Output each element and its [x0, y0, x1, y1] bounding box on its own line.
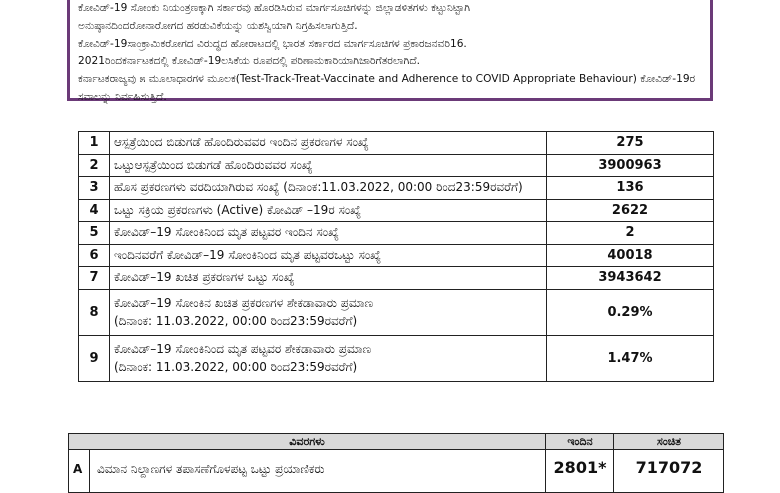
row-description: ಒಟ್ಟುಆಸ್ಪತ್ರೆಯಿಂದ ಬಿಡುಗಡೆ ಹೊಂದಿರುವವರ ಸಂಖ್ಯೆ — [110, 154, 547, 177]
table-header — [69, 434, 723, 450]
row-value: 275 — [547, 132, 714, 155]
row-number: 8 — [79, 289, 110, 335]
row-description: ಕೋವಿಡ್–19 ಸೋಂಕಿನಿಂದ ಮೃತ ಪಟ್ಟವರ ಇಂದಿನ ಸಂಖ್ಯೆ — [110, 222, 547, 245]
row-value: 2622 — [547, 199, 714, 222]
row-description: ಆಸ್ಪತ್ರೆಯಿಂದ ಬಿಡುಗಡೆ ಹೊಂದಿರುವವರ ಇಂದಿನ ಪ್ರಕರಣಗಳ ಸಂಖ್ಯೆ — [110, 132, 547, 155]
row-label: ವಿಮಾನ ನಿಲ್ದಾಣಗಳ ತಪಾಸಣೆಗೊಳಪಟ್ಟ ಒಟ್ಟು ಪ್ರಯಾಣಿಕರು — [97, 462, 325, 476]
airport-screening-table — [68, 433, 724, 493]
header-today: ಇಂದಿನ — [567, 435, 593, 448]
row-number: 2 — [79, 154, 110, 177]
row-date-range: (ದಿನಾಂಕ: 11.03.2022, 00:00 ರಿಂದ23:59ರವರೆಗೆ) — [114, 313, 358, 328]
row-number: 5 — [79, 222, 110, 245]
row-value: 2 — [547, 222, 714, 245]
row-value: 3943642 — [547, 267, 714, 290]
table-row — [79, 335, 714, 381]
row-cumulative-value: 717072 — [635, 458, 703, 477]
row-number: 1 — [79, 132, 110, 155]
row-value: 0.29% — [547, 289, 714, 335]
row-number: 4 — [79, 199, 110, 222]
row-number: 7 — [79, 267, 110, 290]
header-details: ವಿವರಗಳು — [289, 435, 325, 448]
row-date-range: (ದಿನಾಂಕ: 11.03.2022, 00:00 ರಿಂದ23:59ರವರೆಗೆ) — [114, 359, 358, 374]
row-description-cell — [110, 289, 547, 335]
row-number: 3 — [79, 177, 110, 200]
row-description: ಕೋವಿಡ್–19 ಖಚಿತ ಪ್ರಕರಣಗಳ ಒಟ್ಟು ಸಂಖ್ಯೆ — [110, 267, 547, 290]
row-value: 3900963 — [547, 154, 714, 177]
row-description: ಹೊಸ ಪ್ರಕರಣಗಳು ವರದಿಯಾಗಿರುವ ಸಂಖ್ಯೆ (ದಿನಾಂಕ:11.03.2022, 00:00 ರಿಂದ23:59ರವರೆಗೆ) — [110, 177, 547, 200]
covid-stats-table — [78, 131, 714, 382]
row-description: ಕೋವಿಡ್–19 ಸೋಂಕಿನಿಂದ ಮೃತ ಪಟ್ಟವರ ಶೇಕಡಾವಾರು ಪ್ರಮಾಣ — [114, 341, 372, 356]
row-number: 6 — [79, 244, 110, 267]
table-row — [79, 199, 714, 222]
row-today-value: 2801* — [553, 458, 607, 477]
row-index: A — [73, 462, 83, 476]
row-description: ಒಟ್ಟು ಸಕ್ರಿಯ ಪ್ರಕರಣಗಳು (Active) ಕೋವಿಡ್ –19ರ ಸಂಖ್ಯೆ — [110, 199, 547, 222]
row-value: 136 — [547, 177, 714, 200]
table-row — [79, 132, 714, 155]
table-row — [79, 244, 714, 267]
notice-line-4: 2021ರಿಂದಕರ್ನಾಟಕದಲ್ಲಿ ಕೋವಿಡ್-19ಲಸಿಕೆಯ ರೂಪದಲ್ಲಿ ಪರಿಣಾಮಕಾರಿಯಾಗಿಜಾರಿಗೆತರಲಾಗಿದೆ. — [78, 55, 420, 68]
table-row — [69, 450, 723, 490]
row-description: ಕೋವಿಡ್–19 ಸೋಂಕಿನ ಖಚಿತ ಪ್ರಕರಣಗಳ ಶೇಕಡಾವಾರು ಪ್ರಮಾಣ — [114, 295, 374, 310]
notice-line-3: ಕೋವಿಡ್-19ಸಾಂಕ್ರಾಮಿಕರೋಗದ ವಿರುದ್ಧದ ಹೋರಾಟದಲ್ಲಿ ಭಾರತ ಸರ್ಕಾರದ ಮಾರ್ಗಸೂಚಿಗಳ ಪ್ರಕಾರಜನವರಿ16. — [78, 37, 467, 50]
table-row — [79, 289, 714, 335]
row-number: 9 — [79, 335, 110, 381]
notice-line-1: ಕೋವಿಡ್-19 ಸೋಂಕು ನಿಯಂತ್ರಣಕ್ಕಾಗಿ ಸರ್ಕಾರವು ಹೊರಡಿಸಿರುವ ಮಾರ್ಗಸೂಚಿಗಳನ್ನು ಜಿಲ್ಲಾಡಳಿತಗಳು ಕಟ್ಟುನಿಟ್ಟಾಗಿ — [78, 2, 471, 14]
table-row — [79, 154, 714, 177]
row-description: ಇಂದಿನವರೆಗೆ ಕೋವಿಡ್–19 ಸೋಂಕಿನಿಂದ ಮೃತ ಪಟ್ಟವರಒಟ್ಟು ಸಂಖ್ಯೆ — [110, 244, 547, 267]
row-description-cell — [110, 335, 547, 381]
row-value: 1.47% — [547, 335, 714, 381]
notice-line-5: ಕರ್ನಾಟಕರಾಜ್ಯವು ೫ ಮೂಲಾಧಾರಗಳ ಮೂಲಕ(Test-Track-Treat-Vaccinate and Adherence to COVID Appropriate Behaviour) ಕೋವಿಡ್-19ರ ಸವಾಲನ್ನು ನಿರ್ವಹಿಸುತ್ತಿದೆ. — [78, 73, 696, 103]
notice-line-2: ಅನುಷ್ಠಾನದಿಂದರೋನಾರೋಗದ ಹರಡುವಿಕೆಯನ್ನು ಯಶಸ್ವಿಯಾಗಿ ನಿಗ್ರಹಿಸಲಾಗುತ್ತಿದೆ. — [78, 19, 358, 32]
notice-box — [67, 0, 713, 101]
table-row — [79, 267, 714, 290]
row-value: 40018 — [547, 244, 714, 267]
header-cumulative: ಸಂಚಿತ — [657, 435, 681, 448]
table-row — [79, 177, 714, 200]
table-row — [79, 222, 714, 245]
